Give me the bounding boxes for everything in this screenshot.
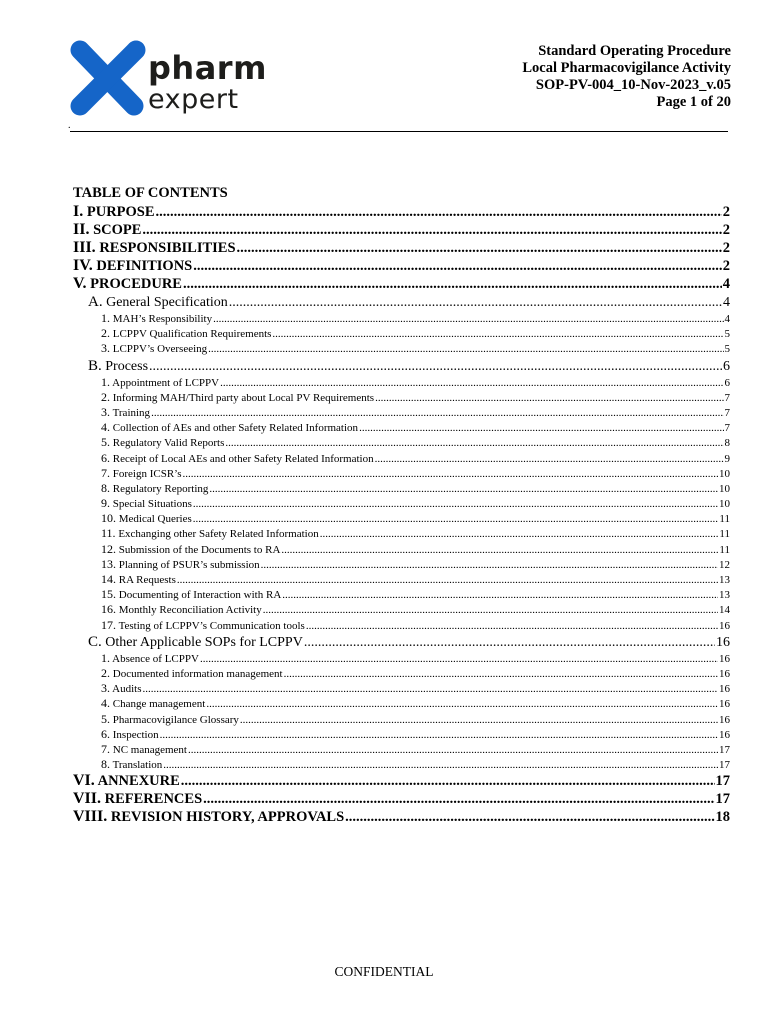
toc-entry-text: General Specification [106,295,228,310]
toc-entry-label [73,808,344,826]
toc-dot-leader [375,391,723,406]
toc-entry-text: Process [105,358,149,374]
toc-entry-label [101,572,176,588]
toc-entry-page: 11 [719,513,730,526]
toc-entry-number: 3. [101,341,110,356]
toc-entry[interactable] [73,651,730,666]
toc-entry-number: 2. [101,389,110,404]
toc-entry-label [88,633,303,652]
toc-dot-leader [183,467,718,482]
toc-entry-page: 6 [723,358,730,374]
document-title: Local Pharmacovigilance Activity [522,60,731,76]
toc-dot-leader [206,697,718,712]
toc-entry-page: 16 [719,698,730,711]
toc-entry[interactable] [73,239,730,257]
toc-entry-label [101,557,260,573]
toc-entry-number: 1. [101,311,110,325]
toc-entry[interactable] [73,602,730,617]
toc-entry-number: V. [73,275,87,292]
toc-entry-number: VIII. [73,808,108,826]
toc-entry-label [101,618,305,634]
toc-dot-leader [320,527,719,542]
toc-dot-leader [220,376,723,391]
toc-entry-number: 4. [101,420,110,435]
toc-dot-leader [284,667,718,682]
toc-dot-leader [306,619,718,634]
toc-entry-number: 15. [101,587,116,602]
toc-entry-label [101,651,199,667]
toc-entry-page: 13 [719,574,730,586]
toc-dot-leader [213,312,723,327]
toc-entry-text: Translation [112,759,163,772]
toc-entry-text: Informing MAH/Third party about Local PV Requirements [112,391,375,404]
toc-entry-page: 2 [722,204,730,220]
toc-dot-leader [183,275,722,293]
toc-entry[interactable] [73,618,730,633]
toc-entry[interactable] [73,696,730,711]
toc-entry-number: III. [73,239,96,256]
toc-entry-number: 4. [101,696,110,711]
toc-entry[interactable] [73,681,730,696]
toc-entry-text: Receipt of Local AEs and other Safety Related Information [112,452,374,465]
toc-entry-text: LCPPV Qualification Requirements [112,328,272,341]
toc-entry-number: C. [88,633,102,650]
table-of-contents [73,185,730,826]
toc-entry-page: 4 [724,313,730,325]
toc-entry[interactable] [73,496,730,511]
toc-dot-leader [203,790,714,808]
toc-dot-leader [200,652,718,667]
logo-word-pharm: pharm [148,49,267,87]
toc-dot-leader [359,421,723,436]
toc-entry-text: DEFINITIONS [96,258,193,274]
toc-entry-number: 3. [101,681,110,696]
toc-entry[interactable] [73,435,730,450]
toc-entry-label [101,696,205,712]
toc-entry[interactable] [73,666,730,681]
toc-entry[interactable] [73,420,730,435]
toc-dot-leader [272,327,723,342]
toc-dot-leader [177,573,718,588]
toc-entry-number: 5. [101,435,110,450]
toc-entry[interactable] [73,511,730,526]
toc-dot-leader [261,558,718,573]
toc-dot-leader [209,482,718,497]
toc-entry[interactable] [73,572,730,587]
toc-entry-page: 9 [724,452,730,465]
toc-entry-text: RESPONSIBILITIES [99,240,236,256]
toc-entry-text: LCPPV’s Overseeing [112,343,208,356]
toc-entry-text: MAH’s Responsibility [112,313,213,325]
toc-entry-text: Exchanging other Safety Related Information [118,528,319,541]
toc-entry-text: PROCEDURE [90,276,182,292]
toc-entry-label [101,341,207,357]
toc-entry-page: 5 [724,343,730,356]
toc-dot-leader [237,239,722,257]
toc-entry[interactable] [73,257,730,275]
toc-entry[interactable] [73,341,730,356]
toc-entry-number: 17. [101,617,116,632]
toc-entry-label [101,742,187,758]
toc-dot-leader [375,452,724,467]
toc-entry-text: Documenting of Interaction with RA [118,589,282,602]
toc-entry-label [73,257,192,275]
toc-entry-page: 16 [719,667,730,680]
toc-entry-number: 8. [101,480,110,495]
toc-entry-number: 5. [101,711,110,726]
toc-entry-label [101,311,212,327]
toc-entry-label [101,405,150,421]
toc-entry-page: 12 [719,558,730,571]
toc-entry-label [73,203,155,221]
document-code: SOP-PV-004_10-Nov-2023_v.05 [535,77,731,93]
toc-entry[interactable] [73,557,730,572]
toc-entry-text: Planning of PSUR’s submission [118,558,260,571]
toc-dot-leader [282,588,718,603]
toc-entry-text: Collection of AEs and other Safety Related Information [112,422,359,435]
toc-entry-text: NC management [112,743,187,756]
toc-entry[interactable] [73,451,730,466]
toc-entry-text: ANNEXURE [97,773,180,790]
toc-entry-label [101,326,271,342]
toc-dot-leader [304,634,715,652]
toc-entry-page: 10 [719,467,730,480]
toc-entry-page: 13 [719,589,730,602]
logo-x-mark-icon [70,40,148,116]
toc-dot-leader [149,358,722,376]
toc-dot-leader [193,497,718,512]
toc-entry-number: VII. [73,790,102,808]
toc-entry-label [101,681,142,697]
toc-entry-text: Training [112,406,151,419]
toc-dot-leader [229,294,722,312]
toc-entry-text: Absence of LCPPV [112,652,199,665]
toc-entry-label [73,239,236,257]
toc-entry-number: VI. [73,772,95,790]
toc-entry-page: 17 [715,791,730,808]
toc-entry[interactable] [73,326,730,341]
toc-entry-page: 5 [724,328,730,341]
toc-entry-label [73,221,141,239]
toc-entry[interactable] [73,221,730,239]
toc-entry-number: 3. [101,404,110,419]
toc-entry-page: 16 [719,619,730,632]
toc-entry[interactable] [73,587,730,602]
toc-dot-leader [193,257,722,275]
toc-entry[interactable] [73,772,730,790]
toc-entry-page: 17 [719,759,730,772]
toc-entry[interactable] [73,275,730,293]
toc-entry-label [101,526,319,542]
toc-entry[interactable] [73,757,730,772]
toc-entry-label [101,375,219,391]
document-type: Standard Operating Procedure [538,43,731,59]
toc-entry-label [73,772,180,790]
logo-word-expert: expert [148,84,239,115]
toc-entry-text: Foreign ICSR’s [112,467,182,480]
toc-entry-label [88,357,148,376]
toc-entry-number: 6. [101,726,110,741]
toc-dot-leader [240,713,718,728]
toc-entry-label [101,727,159,743]
header-rule [70,131,728,132]
toc-entry-page: 2 [722,258,730,274]
toc-dot-leader [151,406,723,421]
toc-entries [73,203,730,826]
toc-entry-text: Medical Queries [118,513,192,526]
toc-entry-number: 9. [101,496,110,511]
toc-entry-label [101,451,374,467]
toc-entry-number: 2. [101,665,110,680]
toc-entry-text: Audits [112,683,142,696]
toc-entry-number: IV. [73,257,93,274]
toc-entry-label [73,275,182,293]
toc-entry-number: 13. [101,556,116,571]
document-header [522,43,731,111]
toc-entry-label [88,293,228,312]
toc-entry[interactable] [73,375,730,390]
toc-entry-page: 2 [722,222,730,238]
toc-dot-leader [143,682,719,697]
toc-entry-number: 1. [101,374,110,389]
toc-entry-page: 11 [719,528,730,541]
toc-entry-text: Testing of LCPPV’s Communication tools [118,619,305,632]
toc-entry[interactable] [73,203,730,221]
page-number: Page 1 of 20 [656,94,731,110]
toc-entry-label [101,602,262,618]
toc-entry-text: Appointment of LCPPV [112,376,220,389]
toc-entry-text: PURPOSE [86,204,155,220]
toc-entry-text: Other Applicable SOPs for LCPPV [105,634,303,650]
toc-entry-number: 1. [101,650,110,665]
toc-entry-page: 18 [715,809,730,826]
toc-entry-label [101,481,208,497]
toc-entry-label [101,542,280,558]
toc-dot-leader [208,342,723,357]
toc-entry-text: REVISION HISTORY, APPROVALS [110,809,345,826]
toc-dot-leader [160,728,718,743]
toc-dot-leader [163,758,718,773]
toc-entry[interactable] [73,293,730,311]
toc-entry-label [101,420,358,436]
toc-entry-number: 8. [101,757,110,772]
toc-entry[interactable] [73,357,730,375]
toc-entry-text: Documented information management [112,667,283,680]
toc-dot-leader [345,808,714,826]
toc-entry-number: II. [73,221,90,238]
toc-entry-number: I. [73,203,84,220]
toc-dot-leader [156,203,722,221]
toc-entry-text: Inspection [112,728,159,741]
confidential-footer: CONFIDENTIAL [334,964,434,979]
toc-entry-page: 7 [724,422,730,435]
toc-entry-page: 4 [723,295,730,310]
toc-entry[interactable] [73,466,730,481]
toc-entry[interactable] [73,712,730,727]
pharmexpert-logo [70,40,270,118]
toc-dot-leader [188,743,718,758]
toc-entry[interactable] [73,390,730,405]
toc-entry[interactable] [73,808,730,826]
toc-entry-page: 7 [724,391,730,404]
toc-entry-page: 17 [719,743,730,756]
toc-entry[interactable] [73,742,730,757]
toc-entry-label [101,390,374,406]
toc-entry-page: 17 [715,773,730,790]
toc-entry-text: Change management [112,698,206,711]
toc-entry-number: 10. [101,511,116,526]
toc-entry-text: Monthly Reconciliation Activity [118,604,262,617]
toc-entry-text: Pharmacovigilance Glossary [112,713,239,726]
toc-entry-number: 7. [101,465,110,480]
toc-entry-page: 16 [719,652,730,665]
toc-entry-page: 16 [716,634,730,650]
toc-entry-number: 6. [101,450,110,465]
toc-entry-label [101,666,283,682]
toc-entry-page: 7 [724,406,730,419]
toc-entry-text: Special Situations [112,498,192,511]
toc-dot-leader [193,512,719,527]
toc-entry[interactable] [73,526,730,541]
toc-entry-number: A. [88,294,103,310]
toc-entry[interactable] [73,481,730,496]
toc-entry-label [101,496,192,512]
toc-entry-label [101,511,192,527]
toc-entry-page: 4 [722,276,730,292]
toc-entry-page: 16 [719,683,730,696]
toc-entry-page: 2 [722,240,730,256]
toc-entry-label [101,587,281,603]
toc-entry-page: 8 [724,437,730,450]
toc-dot-leader [263,603,718,618]
toc-entry[interactable] [73,790,730,808]
toc-entry[interactable] [73,542,730,557]
toc-entry-page: 16 [719,728,730,741]
toc-entry[interactable] [73,311,730,326]
toc-dot-leader [225,436,723,451]
toc-entry-page: 14 [719,604,730,617]
toc-entry-text: SCOPE [93,222,142,238]
toc-entry[interactable] [73,633,730,651]
toc-entry-label [101,466,182,482]
toc-entry-number: 16. [101,602,116,617]
toc-entry-text: RA Requests [118,574,176,586]
toc-entry[interactable] [73,405,730,420]
toc-dot-leader [142,221,721,239]
toc-entry-text: Regulatory Valid Reports [112,437,225,450]
toc-entry-label [101,435,224,451]
toc-entry-number: 12. [101,541,116,556]
toc-entry-number: 14. [101,572,116,586]
toc-entry-number: 7. [101,741,110,756]
toc-entry[interactable] [73,727,730,742]
toc-entry-page: 6 [724,376,730,389]
toc-entry-number: 11. [101,526,116,541]
toc-entry-number: B. [88,357,102,374]
toc-dot-leader [181,772,715,790]
toc-entry-label [101,757,162,773]
toc-entry-page: 10 [719,482,730,495]
toc-entry-text: REFERENCES [104,791,203,808]
toc-entry-number: 2. [101,326,110,341]
toc-dot-leader [281,543,718,558]
toc-entry-label [101,712,239,728]
toc-entry-label [73,790,202,808]
header-dot-mark: . [68,120,71,131]
toc-entry-page: 11 [719,543,730,556]
toc-entry-page: 10 [719,498,730,511]
toc-title: TABLE OF CONTENTS [73,185,228,201]
toc-entry-text: Submission of the Documents to RA [118,543,281,556]
toc-entry-page: 16 [719,713,730,726]
toc-entry-text: Regulatory Reporting [112,482,209,495]
